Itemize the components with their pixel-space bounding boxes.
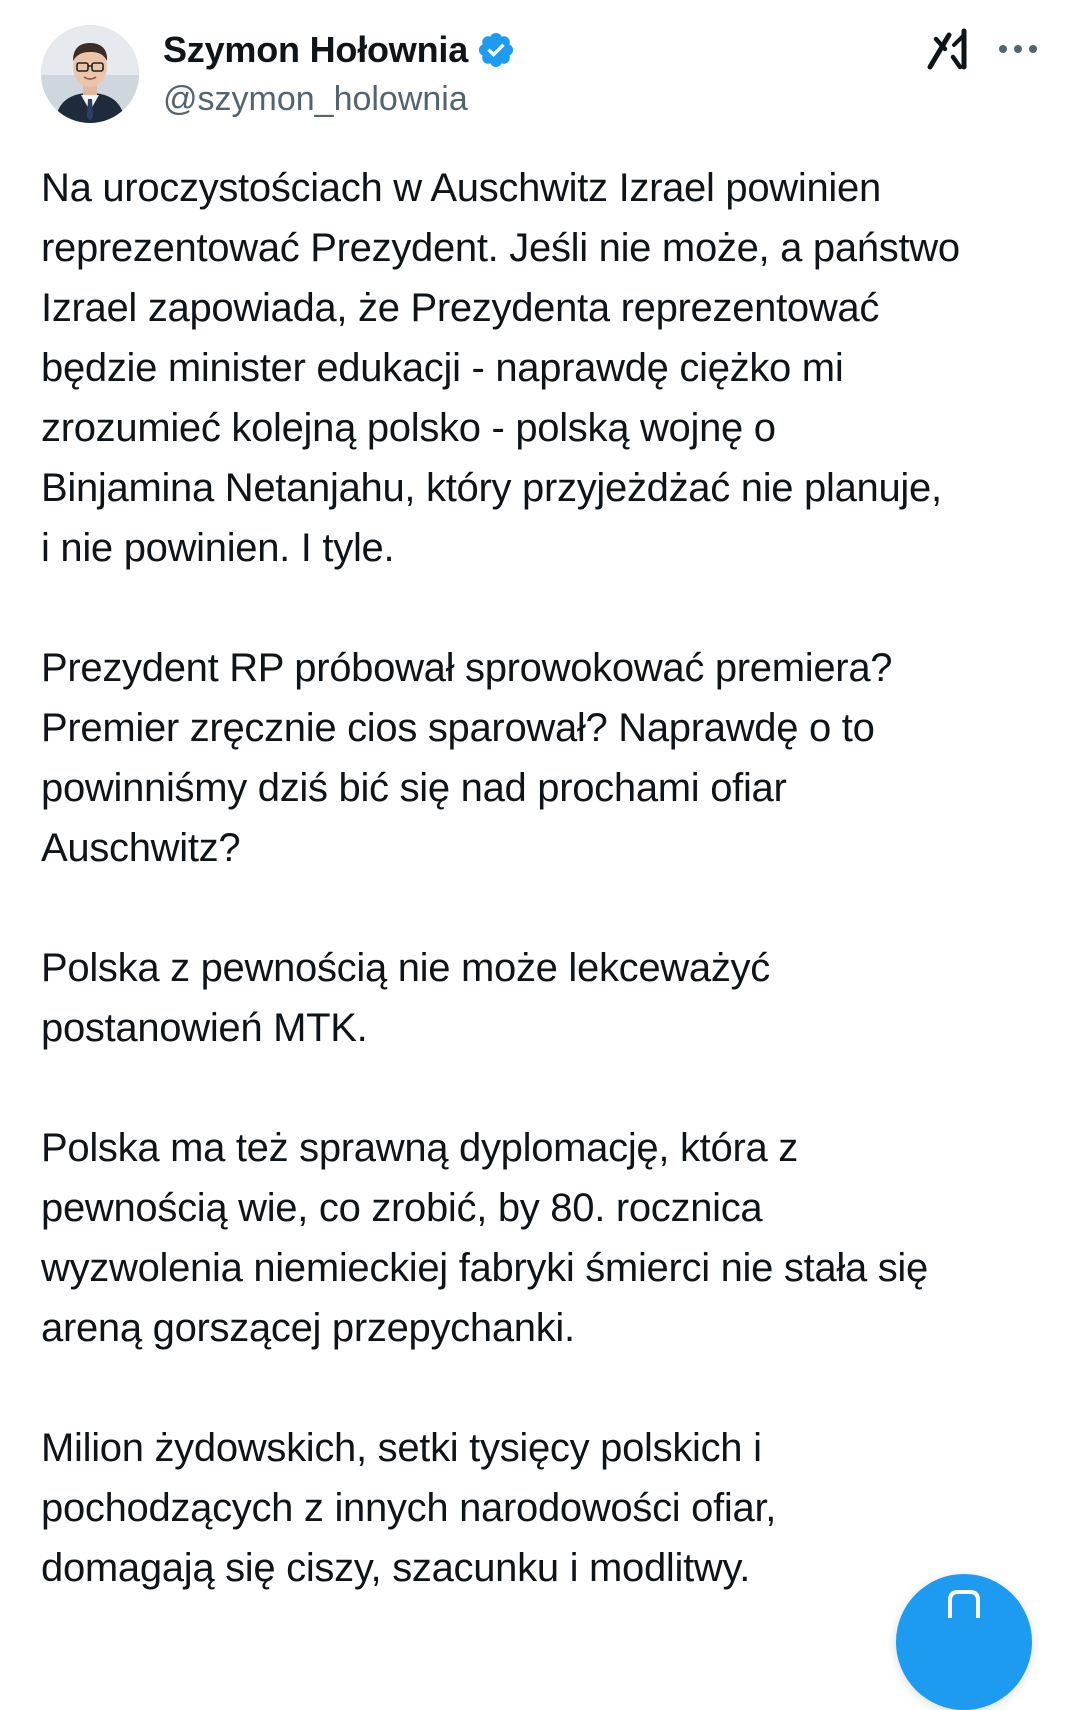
verified-badge-icon[interactable] <box>476 30 516 70</box>
author-block <box>163 26 516 119</box>
tweet-paragraph <box>41 1418 1051 1598</box>
tweet-line: Polska ma też sprawną dyplomację, która z <box>41 1126 798 1170</box>
tweet-line: i nie powinien. I tyle. <box>41 526 395 570</box>
tweet-line: Binjamina Netanjahu, który przyjeżdżać nie planuje, <box>41 466 942 510</box>
handle[interactable]: @szymon_holownia <box>163 80 468 118</box>
name-row <box>163 26 516 74</box>
tweet-line: domagają się ciszy, szacunku i modlitwy. <box>41 1546 751 1590</box>
grok-icon[interactable] <box>927 27 973 71</box>
tweet-line: pewnością wie, co zrobić, by 80. rocznica <box>41 1186 763 1230</box>
tweet-line: Auschwitz? <box>41 826 241 870</box>
tweet-line: pochodzących z innych narodowości ofiar, <box>41 1486 777 1530</box>
tweet-line: wyzwolenia niemieckiej fabryki śmierci nie stała się <box>41 1246 928 1290</box>
tweet-line: zrozumieć kolejną polsko - polską wojnę o <box>41 406 776 450</box>
tweet-line: będzie minister edukacji - naprawdę ciężko mi <box>41 346 844 390</box>
tweet-line: Milion żydowskich, setki tysięcy polskich i <box>41 1426 762 1470</box>
display-name[interactable]: Szymon Hołownia <box>163 29 469 70</box>
tweet-line: Prezydent RP próbował sprowokować premiera? <box>41 646 893 690</box>
tweet-header <box>0 0 1080 130</box>
tweet-paragraph <box>41 1118 1051 1358</box>
avatar-image <box>41 25 139 123</box>
tweet-line: Polska z pewnością nie może lekceważyć <box>41 946 770 990</box>
tweet-paragraph <box>41 638 1051 878</box>
tweet-line: Izrael zapowiada, że Prezydenta reprezentować <box>41 286 880 330</box>
tweet-line: powinniśmy dziś bić się nad prochami ofiar <box>41 766 787 810</box>
tweet-line: areną gorszącej przepychanki. <box>41 1306 575 1350</box>
avatar[interactable] <box>41 25 139 123</box>
more-icon[interactable] <box>996 31 1040 67</box>
compose-button[interactable] <box>896 1574 1032 1710</box>
compose-icon <box>944 1588 984 1618</box>
tweet-paragraph <box>41 938 1051 1058</box>
tweet-paragraph <box>41 158 1051 578</box>
tweet-text <box>41 158 1051 1598</box>
tweet-line: postanowień MTK. <box>41 1006 368 1050</box>
tweet-line: reprezentować Prezydent. Jeśli nie może, a państwo <box>41 226 960 270</box>
tweet-line: Premier zręcznie cios sparował? Naprawdę o to <box>41 706 875 750</box>
tweet-line: Na uroczystościach w Auschwitz Izrael powinien <box>41 166 881 210</box>
